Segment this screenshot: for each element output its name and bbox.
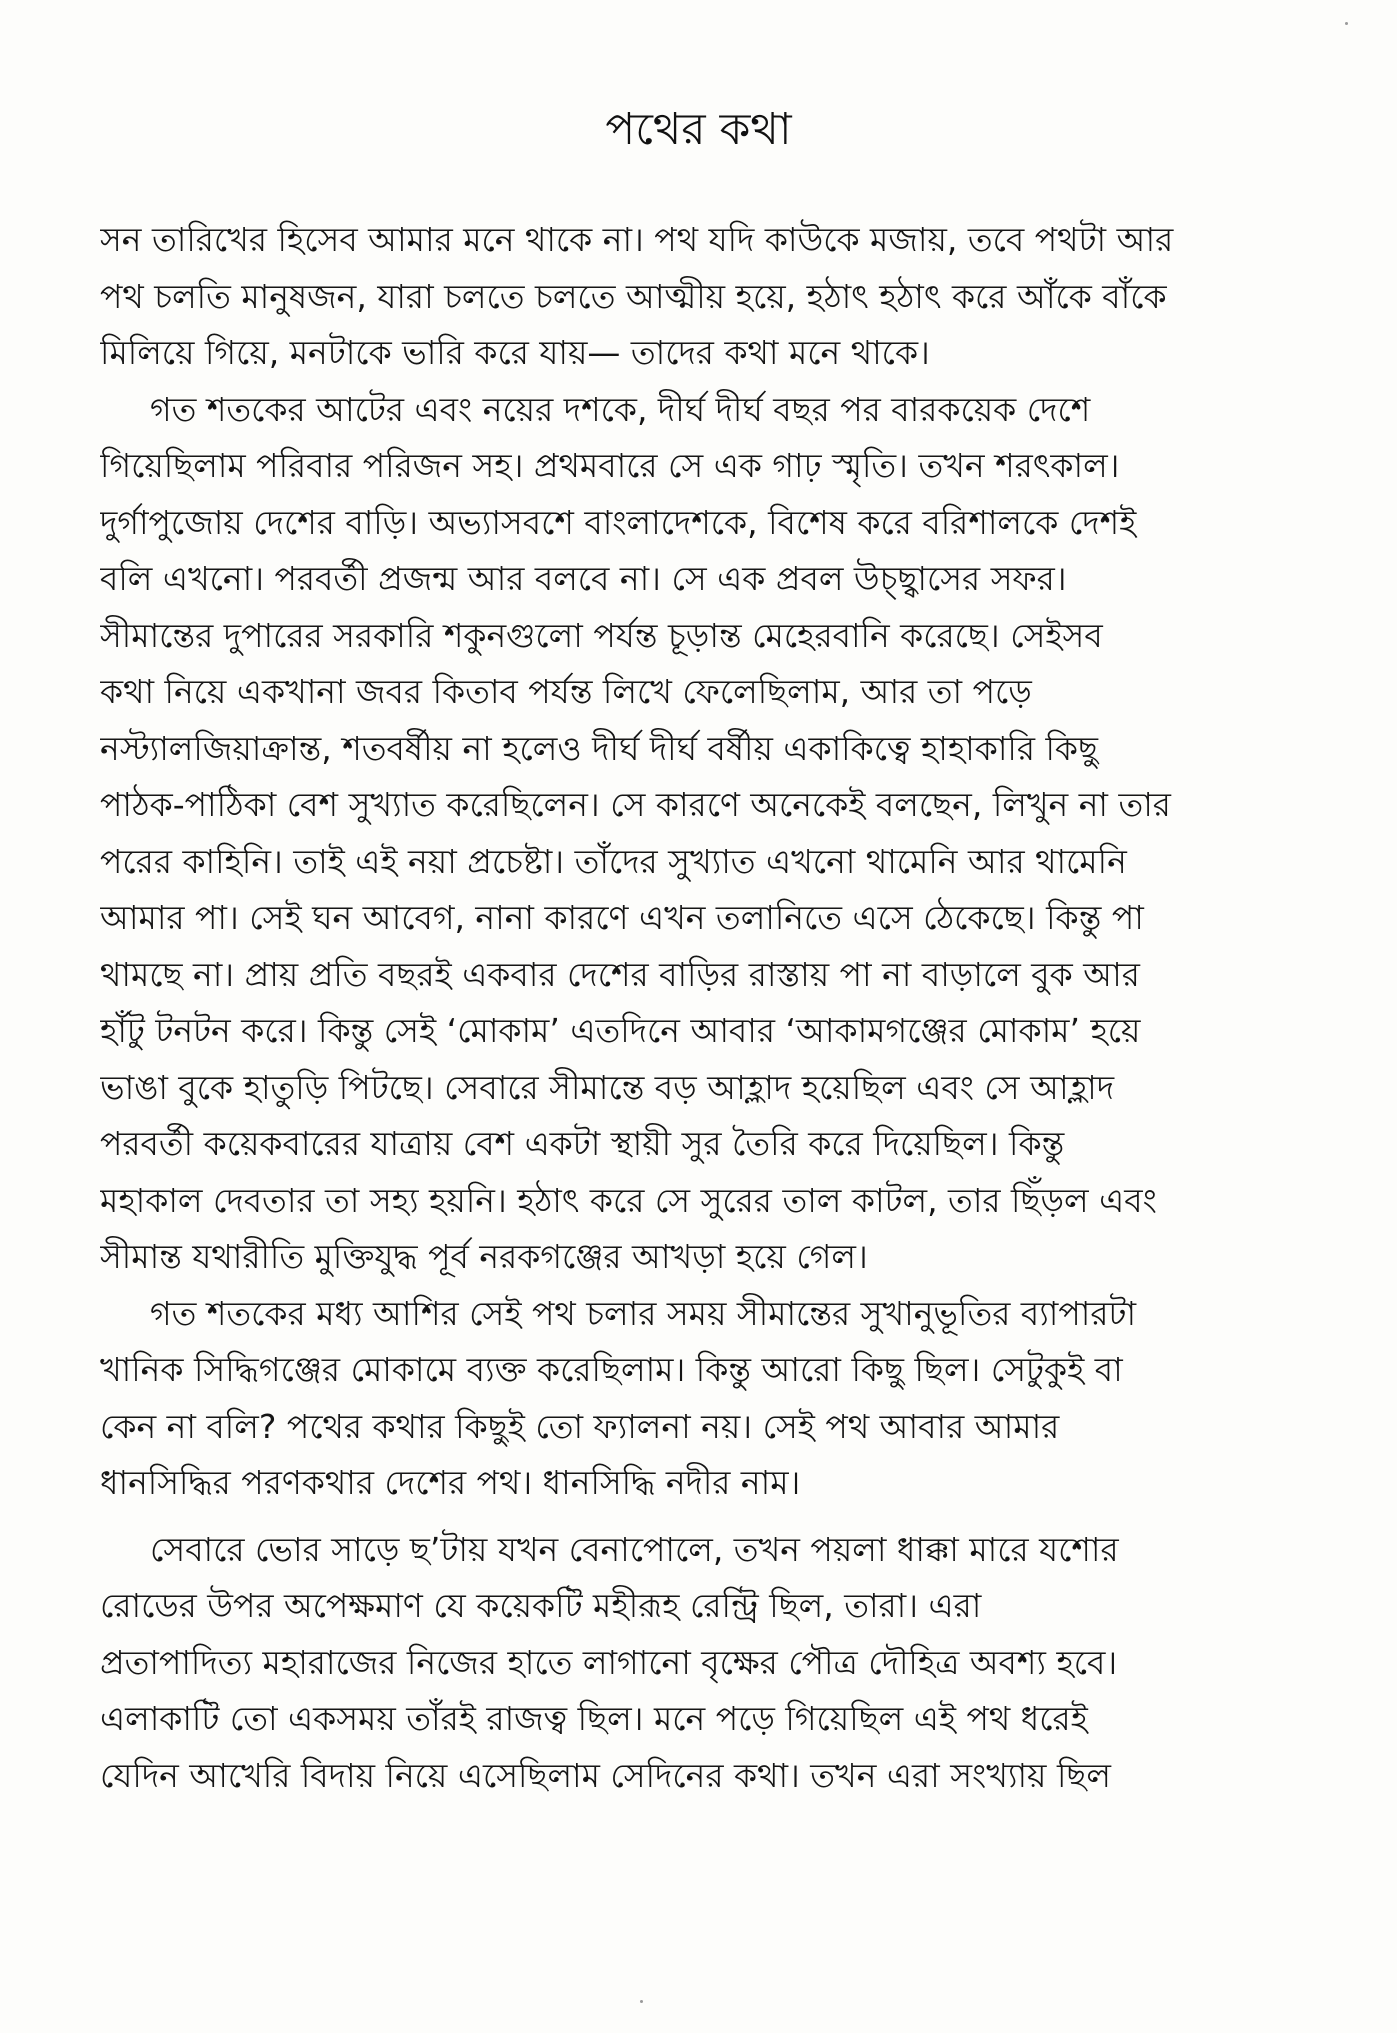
text-line: দুর্গাপুজোয় দেশের বাড়ি। অভ্যাসবশে বাংলাদেশকে, বিশেষ করে বরিশালকে দেশই <box>100 502 1137 542</box>
text-line: বলি এখনো। পরবর্তী প্রজন্ম আর বলবে না। সে এক প্রবল উচ্ছ্বাসের সফর। <box>100 559 1067 598</box>
paper-speck <box>640 2000 643 2003</box>
text-line: গিয়েছিলাম পরিবার পরিজন সহ। প্রথমবারে সে এক গাঢ় স্মৃতি। তখন শরৎকাল। <box>100 446 1120 485</box>
text-line: মিলিয়ে গিয়ে, মনটাকে ভারি করে যায়— তাদের কথা মনে থাকে। <box>100 333 930 372</box>
text-line: থামছে না। প্রায় প্রতি বছরই একবার দেশের বাড়ির রাস্তায় পা না বাড়ালে বুক আর <box>100 954 1140 994</box>
body-text <box>100 212 1320 1804</box>
text-line: গত শতকের আটের এবং নয়ের দশকে, দীর্ঘ দীর্ঘ বছর পর বারকয়েক দেশে <box>150 389 1091 429</box>
paper-speck <box>1345 22 1348 25</box>
text-line: পথ চলতি মানুষজন, যারা চলতে চলতে আত্মীয় হয়ে, হঠাৎ হঠাৎ করে আঁকে বাঁকে <box>100 276 1167 316</box>
text-line: নস্ট্যালজিয়াক্রান্ত, শতবর্ষীয় না হলেও দীর্ঘ দীর্ঘ বর্ষীয় একাকিত্বে হাহাকারি কিছু <box>100 728 1099 768</box>
text-line: ধানসিদ্ধির পরণকথার দেশের পথ। ধানসিদ্ধি নদীর নাম। <box>100 1463 801 1502</box>
text-line: কথা নিয়ে একখানা জবর কিতাব পর্যন্ত লিখে ফেলেছিলাম, আর তা পড়ে <box>100 672 1032 711</box>
text-line: হাঁটু টনটন করে। কিন্তু সেই ‘মোকাম’ এতদিনে আবার ‘আকামগঞ্জের মোকাম’ হয়ে <box>100 1011 1141 1050</box>
text-line: ভাঙা বুকে হাতুড়ি পিটছে। সেবারে সীমান্তে বড় আহ্লাদ হয়েছিল এবং সে আহ্লাদ <box>100 1067 1115 1107</box>
text-line: আমার পা। সেই ঘন আবেগ, নানা কারণে এখন তলানিতে এসে ঠেকেছে। কিন্তু পা <box>100 898 1144 937</box>
text-line: মহাকাল দেবতার তা সহ্য হয়নি। হঠাৎ করে সে সুরের তাল কাটল, তার ছিঁড়ল এবং <box>100 1180 1157 1220</box>
text-line: সীমান্তের দুপারের সরকারি শকুনগুলো পর্যন্ত চূড়ান্ত মেহেরবানি করেছে। সেইসব <box>100 615 1103 655</box>
text-line: যেদিন আখেরি বিদায় নিয়ে এসেছিলাম সেদিনের কথা। তখন এরা সংখ্যায় ছিল <box>100 1755 1112 1795</box>
text-line: পরবর্তী কয়েকবারের যাত্রায় বেশ একটা স্থায়ী সুর তৈরি করে দিয়েছিল। কিন্তু <box>100 1124 1065 1163</box>
text-line: প্রতাপাদিত্য মহারাজের নিজের হাতে লাগানো বৃক্ষের পৌত্র দৌহিত্র অবশ্য হবে। <box>100 1642 1118 1682</box>
text-line: সন তারিখের হিসেব আমার মনে থাকে না। পথ যদি কাউকে মজায়, তবে পথটা আর <box>100 220 1174 259</box>
page-title: পথের কথা <box>605 104 792 155</box>
text-line: সেবারে ভোর সাড়ে ছ’টায় যখন বেনাপোলে, তখন পয়লা ধাক্কা মারে যশোর <box>150 1529 1119 1569</box>
text-line: রোডের উপর অপেক্ষমাণ যে কয়েকটি মহীরূহ রেন্ট্রি ছিল, তারা। এরা <box>100 1586 982 1625</box>
text-line: এলাকাটি তো একসময় তাঁরই রাজত্ব ছিল। মনে পড়ে গিয়েছিল এই পথ ধরেই <box>100 1699 1088 1738</box>
text-line: কেন না বলি? পথের কথার কিছুই তো ফ্যালনা নয়। সেই পথ আবার আমার <box>100 1406 1060 1446</box>
text-line: পাঠক-পাঠিকা বেশ সুখ্যাত করেছিলেন। সে কারণে অনেকেই বলছেন, লিখুন না তার <box>100 785 1171 824</box>
text-line: গত শতকের মধ্য আশির সেই পথ চলার সময় সীমান্তের সুখানুভূতির ব্যাপারটা <box>150 1293 1137 1333</box>
text-line: খানিক সিদ্ধিগঞ্জের মোকামে ব্যক্ত করেছিলাম। কিন্তু আরো কিছু ছিল। সেটুকুই বা <box>100 1350 1123 1389</box>
text-line: সীমান্ত যথারীতি মুক্তিযুদ্ধ পূর্ব নরকগঞ্জের আখড়া হয়ে গেল। <box>100 1237 868 1276</box>
text-line: পরের কাহিনি। তাই এই নয়া প্রচেষ্টা। তাঁদের সুখ্যাত এখনো থামেনি আর থামেনি <box>100 841 1127 881</box>
